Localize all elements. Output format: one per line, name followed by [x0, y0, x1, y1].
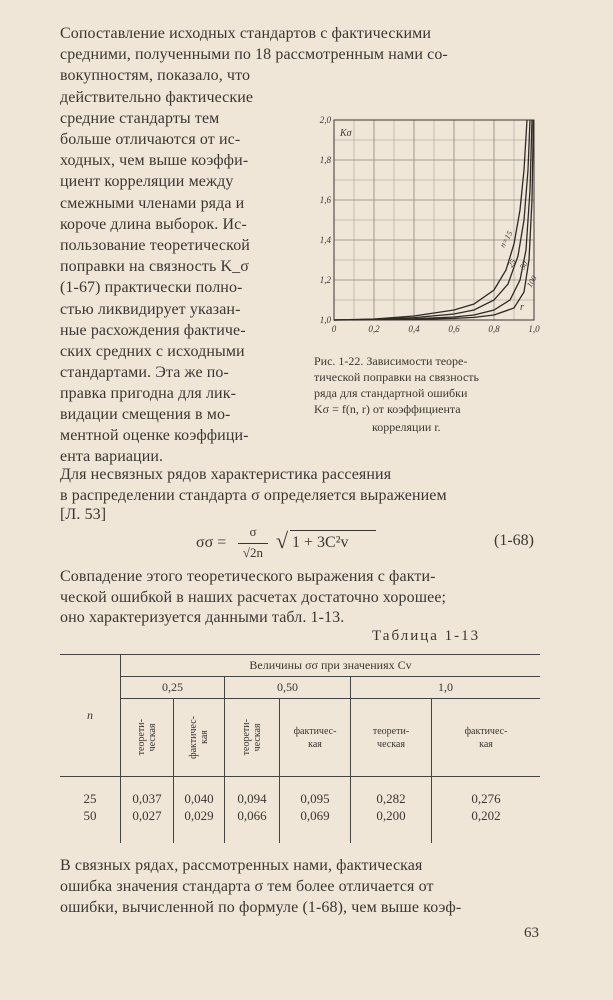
cell: 0,202 [471, 808, 501, 823]
caption-line: тической поправки на связность [314, 370, 479, 384]
formula-numerator: σ [249, 524, 257, 539]
text-line: смежными членами ряда и [60, 195, 245, 212]
text-line: правка пригодна для лик- [60, 385, 237, 402]
series-label: 100 [524, 274, 539, 289]
text-line: [Л. 53] [60, 506, 107, 523]
x-axis-label: r [520, 302, 524, 313]
x-tick-label: 0,4 [408, 324, 420, 334]
subheader-theoretical: теорети- ческая [241, 719, 263, 756]
x-tick-label: 0 [331, 324, 337, 334]
table-row [60, 808, 540, 825]
text-line: действительно фактические [60, 89, 254, 106]
text-line: стью ликвидирует указан- [60, 301, 241, 318]
x-tick-label: 0,8 [488, 324, 500, 334]
text-line: больше отличаются от ис- [60, 131, 241, 148]
n-header: n [60, 655, 121, 777]
text-line: ента вариации. [60, 448, 164, 465]
text-line: ные расхождения фактиче- [60, 322, 246, 339]
text-line: Совпадение этого теоретического выражения с факти- [60, 568, 436, 585]
subheader-actual: фактичес- кая [432, 699, 541, 777]
y-tick-label: 1,8 [319, 155, 331, 165]
text-line: ментной оценке коэффици- [60, 427, 249, 444]
subheader-theoretical: теорети- ческая [351, 699, 432, 777]
text-line: ошибки, вычисленной по формуле (1-68), чем выше коэф- [60, 899, 462, 916]
cell: 0,037 [121, 791, 174, 808]
text-line: циент корреляции между [60, 173, 234, 190]
cell: 0,069 [280, 808, 351, 825]
row-n: 25 [60, 791, 121, 808]
x-tick-label: 0,2 [368, 324, 380, 334]
cell: 0,029 [174, 808, 225, 825]
fraction-bar [238, 543, 268, 544]
subheader-actual: фактичес- кая [188, 716, 210, 759]
chart-svg [310, 112, 550, 348]
cv-value: 0,25 [121, 677, 225, 699]
cell: 0,094 [225, 791, 280, 808]
caption-line: корреляции r. [372, 420, 441, 434]
y-tick-label: 2,0 [319, 115, 331, 125]
formula-radicand: 1 + 3C²v [292, 534, 349, 551]
caption-line: ряда для стандартной ошибки [314, 386, 468, 400]
text-line: (1-67) практически полно- [60, 279, 243, 296]
sqrt-sign: √ [276, 528, 289, 553]
subheader-theoretical: теорети- ческая [136, 719, 158, 756]
text-line: в распределении стандарта σ определяется выражением [60, 487, 447, 504]
x-tick-label: 1,0 [528, 324, 540, 334]
text-line: стандартами. Эта же по- [60, 364, 229, 381]
page-number: 63 [524, 925, 539, 941]
sqrt-bar [290, 530, 376, 531]
text-line: ошибка значения стандарта σ тем более отличается от [60, 878, 434, 895]
table-row [60, 791, 540, 808]
text-line: Для несвязных рядов характеристика рассеяния [60, 466, 392, 483]
cell: 0,027 [121, 808, 174, 825]
cell: 0,066 [225, 808, 280, 825]
cell: 0,282 [351, 791, 432, 808]
text-line: ходных, чем выше коэффи- [60, 152, 249, 169]
text-line: Сопоставление исходных стандартов с фактическими [60, 25, 431, 42]
text-line: видации смещения в мо- [60, 406, 231, 423]
row-n: 50 [60, 808, 121, 825]
data-table [60, 654, 540, 843]
y-tick-label: 1,4 [319, 235, 331, 245]
cell: 0,200 [351, 808, 432, 825]
series-label: 50 [517, 259, 530, 271]
cell: 0,095 [280, 791, 351, 808]
text-line: ческой ошибкой в наших расчетах достаточно хорошее; [60, 589, 447, 606]
y-axis-label: Kσ [340, 128, 352, 139]
y-tick-label: 1,2 [319, 275, 331, 285]
x-tick-label: 0,6 [448, 324, 460, 334]
formula-1-68 [196, 522, 446, 570]
caption-line: Рис. 1-22. Зависимости теоре- [314, 354, 468, 368]
text-line: ских средних с исходными [60, 343, 245, 360]
equation-number: (1-68) [494, 532, 534, 549]
text-line: короче длина выборок. Ис- [60, 216, 247, 233]
text-line: средние стандарты тем [60, 110, 220, 127]
formula-lhs: σσ = [196, 534, 227, 551]
text-line: поправки на связность K_σ [60, 258, 249, 275]
text-line: оно характеризуется данными табл. 1-13. [60, 609, 345, 626]
y-tick-label: 1,0 [319, 315, 331, 325]
series-label: 25 [505, 257, 518, 269]
text-line: средними, полученными по 18 рассмотренным нами со- [60, 46, 448, 63]
figure-1-22 [310, 112, 550, 348]
caption-line: Kσ = f(n, r) от коэффициента [314, 402, 461, 416]
y-tick-label: 1,6 [319, 195, 331, 205]
text-line: пользование теоретической [60, 237, 250, 254]
cv-value: 1,0 [351, 677, 541, 699]
formula-denominator: √2n [242, 545, 264, 560]
text-line: вокупностям, показало, что [60, 67, 251, 84]
cell: 0,276 [471, 791, 501, 806]
subheader-actual: фактичес- кая [280, 699, 351, 777]
table-title: Таблица 1-13 [372, 628, 481, 644]
cell: 0,040 [174, 791, 225, 808]
cv-value: 0,50 [225, 677, 351, 699]
series-label: n=15 [497, 229, 515, 249]
group-header: Величины σσ при значениях Cv [121, 655, 541, 677]
text-line: В связных рядах, рассмотренных нами, фактическая [60, 857, 423, 874]
